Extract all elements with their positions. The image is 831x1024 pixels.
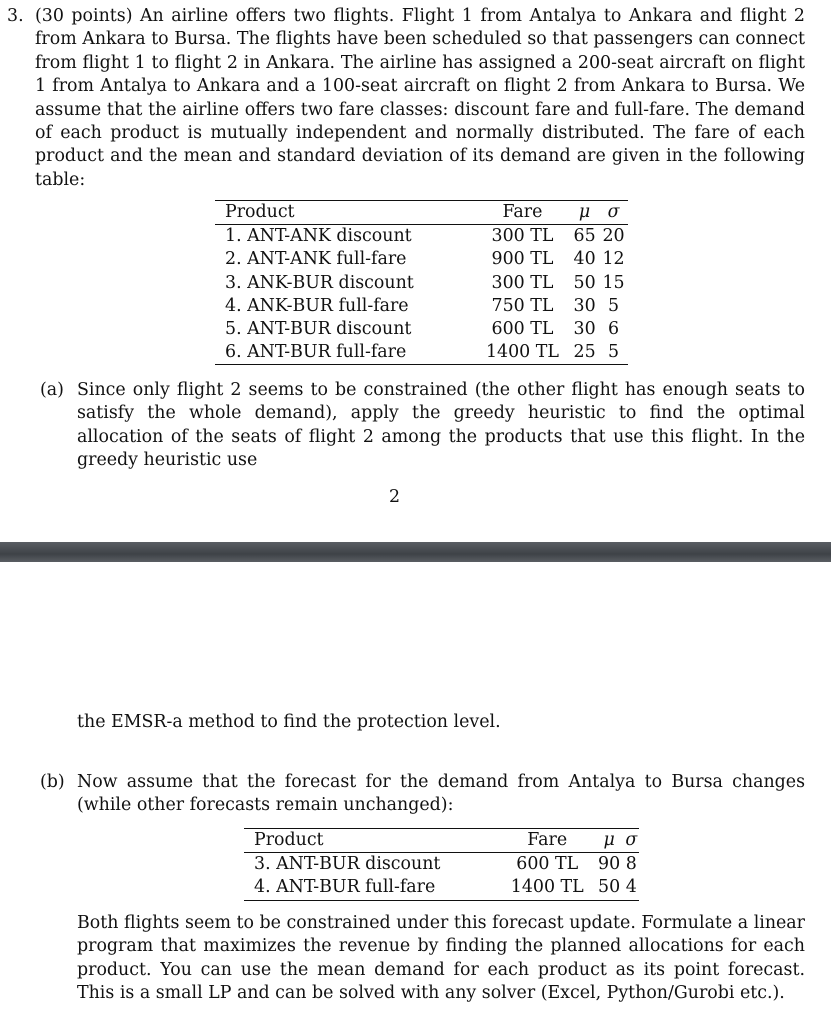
product-cell: 3. ANK-BUR discount [225,272,414,293]
part-a-continued: the EMSR-a method to find the protection level. [77,712,501,732]
part-a-label: (a) [40,380,64,400]
header-sigma: σ [607,202,620,222]
part-a-text: Since only flight 2 seems to be constrained (the other flight has enough seats to satisfy the whole demand), apply the greedy heuristic to find the optimal allocation of the seats of flight 2 among the products that use this flight. In the greedy heuristic use [77,380,805,471]
mu-cell: 25 [573,342,596,363]
product-cell: 1. ANT-ANK discount [225,226,412,247]
product-cell: 5. ANT-BUR discount [225,319,412,340]
header-fare: Fare [527,830,568,850]
product-cell: 6. ANT-BUR full-fare [225,342,407,363]
fare-cell: 1400 TL [485,342,559,363]
header-product: Product [254,830,324,850]
table-row [215,341,628,365]
sigma-cell: 5 [607,342,620,363]
fare-cell: 600 TL [516,854,579,875]
product-cell: 2. ANT-ANK full-fare [225,249,407,270]
header-mu: μ [578,202,591,222]
sigma-cell: 5 [607,295,620,316]
header-mu: μ [603,830,615,850]
question-text: (30 points) An airline offers two flights. Flight 1 from Antalya to Ankara and flight 2 from Ankara to Bursa. The flights have been scheduled so that passengers can connect from flight 1 to flight 2 in Ankara. The airline has assigned a 200-seat aircraft on flight 1 from Antalya to Ankara and a 100-seat aircraft on flight 2 from Ankara to Bursa. We assume that the airline offers two fare classes: discount fare and full-fare. The demand of each product is mutually independent and normally distributed. The fare of each product and the mean and standard deviation of its demand are given in the following table: [35,6,805,190]
part-b-followup: Both flights seem to be constrained under this forecast update. Formulate a linear program that maximizes the revenue by finding the planned allocations for each product. You can use the mean demand for each product as its point forecast. This is a small LP and can be solved with any solver (Excel, Python/Gurobi etc.). [77,913,805,1004]
fare-cell: 1400 TL [510,877,584,898]
sigma-cell: 12 [602,249,625,270]
mu-cell: 65 [573,226,596,247]
page-separator [0,542,831,562]
table-header-row [244,829,639,853]
table-row [215,295,628,318]
header-sigma: σ [625,830,638,850]
fare-cell: 300 TL [491,272,554,293]
table-row [244,853,639,877]
fare-cell: 750 TL [491,295,554,316]
mu-cell: 30 [573,295,596,316]
sigma-cell: 4 [625,877,637,898]
table-row [215,225,628,249]
header-fare: Fare [502,202,543,222]
fare-cell: 300 TL [491,226,554,247]
mu-cell: 30 [573,319,596,340]
table-header-row [215,201,628,225]
question-number: 3. [7,6,24,26]
table-row [244,876,639,900]
sigma-cell: 8 [625,854,637,875]
mu-cell: 50 [573,272,596,293]
table-row [215,272,628,295]
sigma-cell: 15 [602,272,625,293]
product-cell: 4. ANT-BUR full-fare [254,877,436,898]
forecast-update-table [244,828,639,901]
page-number: 2 [389,487,401,507]
product-cell: 3. ANT-BUR discount [254,854,441,875]
part-b-label: (b) [40,772,65,792]
page-2 [0,562,831,1024]
table-row [215,318,628,341]
header-product: Product [225,202,295,222]
part-b-intro: Now assume that the forecast for the demand from Antalya to Bursa changes (while other forecasts remain unchanged): [77,772,805,816]
sigma-cell: 20 [602,226,625,247]
table-row [215,248,628,271]
fare-cell: 600 TL [491,319,554,340]
sigma-cell: 6 [607,319,620,340]
mu-cell: 40 [573,249,596,270]
mu-cell: 50 [598,877,621,898]
fare-demand-table [215,200,628,365]
mu-cell: 90 [598,854,621,875]
fare-cell: 900 TL [491,249,554,270]
product-cell: 4. ANK-BUR full-fare [225,295,409,316]
